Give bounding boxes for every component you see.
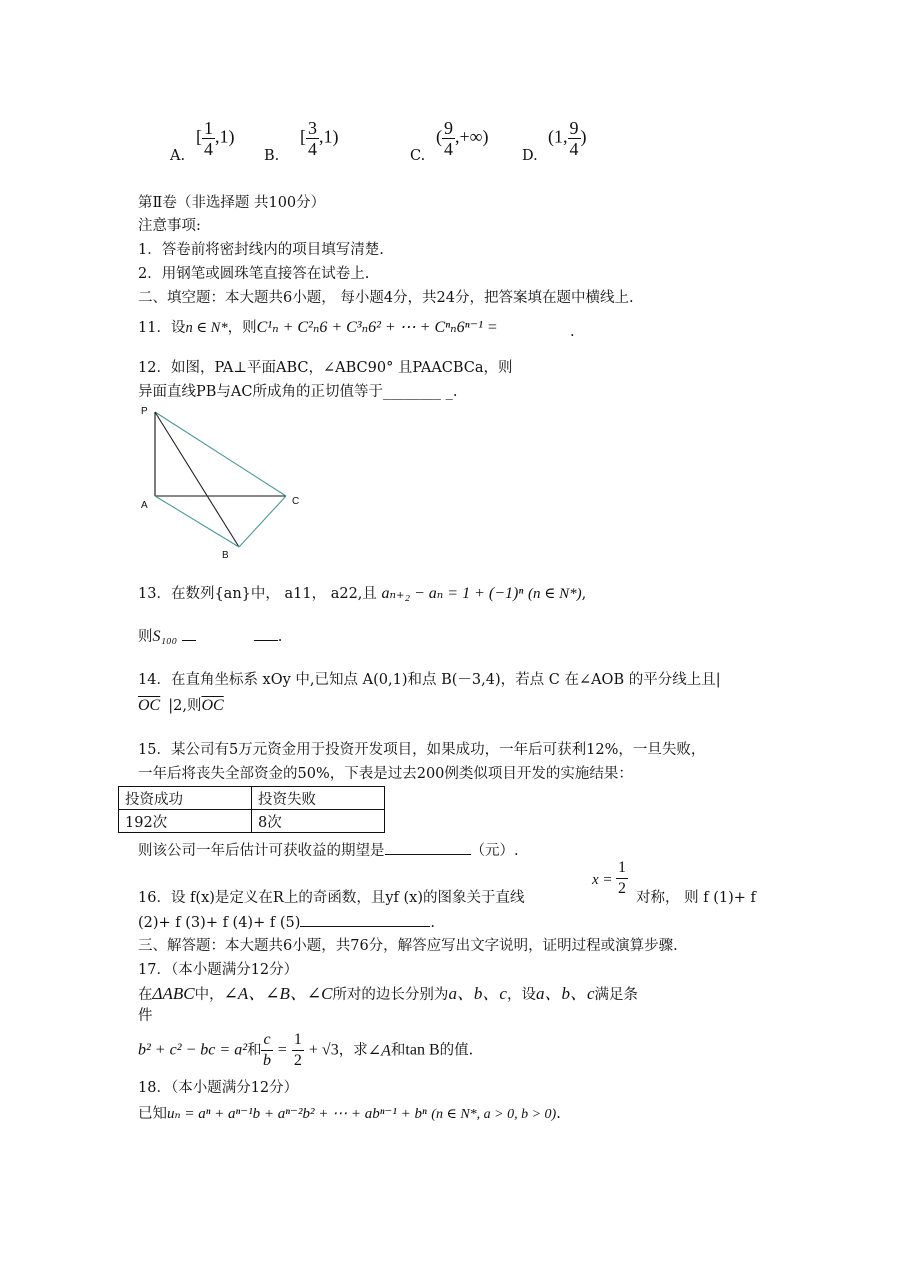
edge-pb [155, 412, 239, 547]
question-18-line1: 已知uₙ = aⁿ + aⁿ⁻¹b + aⁿ⁻²b² + ⋯ + abⁿ⁻¹ + bⁿ (n ∈ N*, a > 0, b > 0). [138, 1106, 561, 1122]
option-d-label: D. [522, 148, 538, 164]
question-14-line2: $\overline{OC}$ |2,则$\overline{OC}$ [138, 697, 224, 714]
question-14-line1: 14．在直角坐标系 xOy 中,已知点 A(0,1)和点 B(－3,4)，若点 C 在∠AOB 的平分线上且| [138, 672, 721, 688]
question-17-head: 17．（本小题满分12分） [138, 962, 299, 978]
option-c-value: ( $\frac{9}{4}$ ,+∞) [436, 118, 489, 159]
point-c-label: C [292, 496, 300, 507]
point-p-label: P [141, 406, 148, 417]
vector-oc: $\overline{OC}$ [138, 697, 161, 714]
question-17-condition: b² + c² − bc = a²和 $\frac{c}{b}$ = $\frac{1}{2}$ + √3，求∠A和tan B的值. [138, 1031, 474, 1069]
answer-blank [254, 626, 278, 641]
option-d-value: (1, $\frac{9}{4}$ ) [548, 118, 587, 159]
section-title: 第Ⅱ卷（非选择题 共100分） [138, 195, 326, 211]
question-16-x: x = [592, 872, 613, 888]
question-15-line1: 15．某公司有5万元资金用于投资开发项目，如果成功，一年后可获利12%，一旦失败， [138, 742, 706, 758]
point-b-label: B [222, 550, 229, 561]
question-15-line2: 一年后将丧失全部资金的50%，下表是过去200例类似项目开发的实施结果： [138, 766, 633, 782]
option-a-value: [ $\frac{1}{4}$ ,1) [196, 118, 235, 159]
table-cell: 投资失败 [252, 787, 385, 810]
note-2: 2．用钢笔或圆珠笔直接答在试卷上. [138, 266, 370, 282]
solve-heading: 三、解答题：本大题共6小题，共76分，解答应写出文字说明，证明过程或演算步骤. [138, 938, 678, 954]
results-table [118, 786, 385, 833]
question-13-answer: 则S₁₀₀ . [138, 628, 283, 645]
notes-title: 注意事项: [138, 218, 201, 234]
question-15-line3: 则该公司一年后估计可获收益的期望是 （元）. [138, 840, 519, 861]
option-b-label: B. [264, 148, 280, 164]
table-cell: 投资成功 [119, 787, 252, 810]
question-16-line2: (2)+ f (3)+ f (4)+ f (5) . [138, 912, 435, 933]
option-c-label: C. [410, 148, 426, 164]
question-17-line2: 件 [138, 1008, 153, 1024]
edge-pc [155, 412, 286, 496]
answer-blank [182, 626, 196, 641]
question-11: 11．设n ∈ N*，则C¹ₙ + C²ₙ6 + C³ₙ6² + ⋯ + Cⁿₙ6ⁿ⁻¹ = [138, 319, 498, 336]
answer-blank [300, 912, 430, 927]
table-cell: 8次 [252, 810, 385, 833]
fill-in-heading: 二、填空题：本大题共6小题， 每小题4分，共24分，把答案填在题中横线上. [138, 290, 634, 306]
edge-ab [155, 496, 239, 547]
vector-oc-2: $\overline{OC}$ [201, 697, 224, 714]
edge-bc [239, 496, 286, 547]
question-13: 13．在数列{an}中， a11， a22,且 aₙ₊₂ − aₙ = 1 + (−1)ⁿ (n ∈ N*), [138, 585, 587, 602]
question-12-line2: 异面直线PB与AC所成角的正切值等于________ _. [138, 384, 458, 400]
question-11-end: . [570, 324, 575, 340]
geometry-figure [136, 400, 306, 562]
question-16-fraction: $\frac{1}{2}$ [618, 859, 626, 897]
option-a-label: A. [170, 148, 186, 164]
answer-blank [385, 840, 471, 855]
question-16-post: 对称， 则 f (1)+ f [636, 890, 756, 906]
question-18-head: 18．（本小题满分12分） [138, 1080, 299, 1096]
table-row [119, 810, 385, 833]
point-a-label: A [141, 500, 148, 511]
table-cell: 192次 [119, 810, 252, 833]
note-1: 1．答卷前将密封线内的项目填写清楚. [138, 242, 384, 258]
question-12-line1: 12．如图，PA⊥平面ABC，∠ABC90° 且PAACBCa，则 [138, 360, 513, 376]
table-row [119, 787, 385, 810]
question-17-line1: 在ΔABC中，∠A、∠B、∠C所对的边长分别为a、b、c，设a、b、c满足条 [138, 984, 639, 1003]
question-16-pre: 16．设 f(x)是定义在R上的奇函数，且yf (x)的图象关于直线 [138, 890, 525, 906]
option-b-value: [ $\frac{3}{4}$ ,1) [300, 118, 339, 159]
